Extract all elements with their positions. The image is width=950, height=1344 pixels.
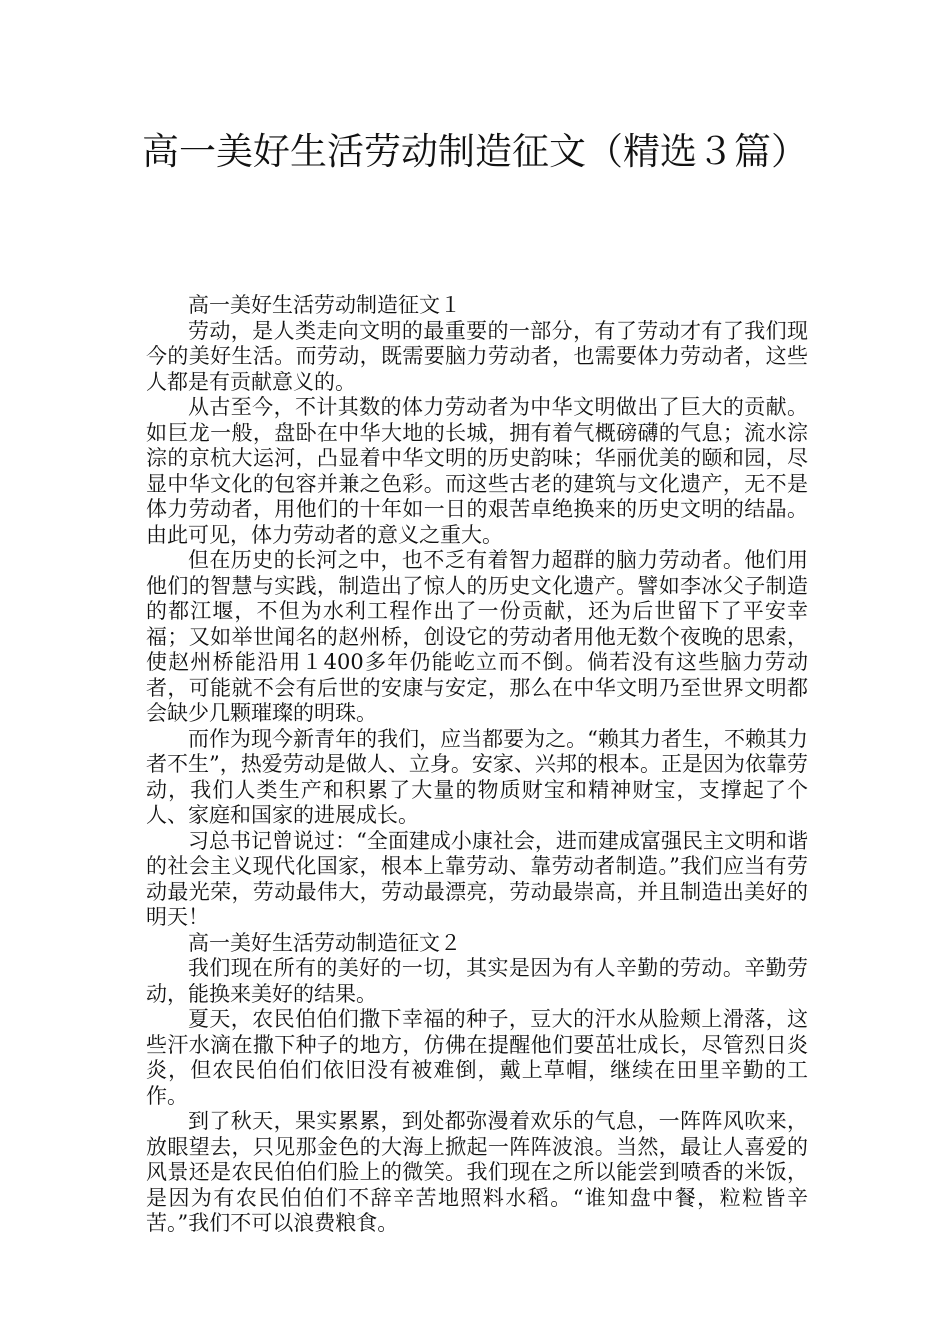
- paragraph: 夏天，农民伯伯们撒下幸福的种子，豆大的汗水从脸颊上滑落，这些汗水滴在撒下种子的地方，仿佛在提醒他们要茁壮成长，尽管烈日炎炎，但农民伯伯们依旧没有被难倒，戴上草帽，继续在田里辛勤的工作。: [146, 1007, 808, 1108]
- essay-heading-2: 高一美好生活劳动制造征文２: [188, 930, 461, 955]
- paragraph: 习总书记曾说过：“全面建成小康社会，进而建成富强民主文明和谐的社会主义现代化国家，根本上靠劳动、靠劳动者制造。”我们应当有劳动最光荣，劳动最伟大，劳动最漂亮，劳动最崇高，并且制造出美好的明天！: [146, 828, 808, 929]
- paragraph: 到了秋天，果实累累，到处都弥漫着欢乐的气息，一阵阵风吹来，放眼望去，只见那金色的大海上掀起一阵阵波浪。当然，最让人喜爱的风景还是农民伯伯们脸上的微笑。我们现在之所以能尝到喷香的米饭，是因为有农民伯伯们不辞辛苦地照料水稻。“谁知盘中餐，粒粒皆辛苦。”我们不可以浪费粮食。: [146, 1109, 808, 1235]
- paragraph: 从古至今，不计其数的体力劳动者为中华文明做出了巨大的贡献。如巨龙一般，盘卧在中华大地的长城，拥有着气概磅礴的气息；流水淙淙的京杭大运河，凸显着中华文明的历史韵味；华丽优美的颐和园，尽显中华文化的包容并兼之色彩。而这些古老的建筑与文化遗产，无不是体力劳动者，用他们的十年如一日的艰苦卓绝换来的历史文明的结晶。由此可见，体力劳动者的意义之重大。: [146, 395, 808, 547]
- paragraph: 我们现在所有的美好的一切，其实是因为有人辛勤的劳动。辛勤劳动，能换来美好的结果。: [146, 956, 808, 1006]
- document-title: 高一美好生活劳动制造征文（精选３篇）: [142, 130, 808, 173]
- paragraph: 但在历史的长河之中，也不乏有着智力超群的脑力劳动者。他们用他们的智慧与实践，制造出了惊人的历史文化遗产。譬如李冰父子制造的都江堰，不但为水利工程作出了一份贡献，还为后世留下了平安幸福；又如举世闻名的赵州桥，创设它的劳动者用他无数个夜晚的思索，使赵州桥能沿用１400多年仍能屹立而不倒。倘若没有这些脑力劳动者，可能就不会有后世的安康与安定，那么在中华文明乃至世界文明都会缺少几颗璀璨的明珠。: [146, 548, 808, 725]
- paragraph: 而作为现今新青年的我们，应当都要为之。“赖其力者生，不赖其力者不生”，热爱劳动是做人、立身。安家、兴邦的根本。正是因为依靠劳动，我们人类生产和积累了大量的物质财宝和精神财宝，支撑起了个人、家庭和国家的进展成长。: [146, 726, 808, 827]
- paragraph: 劳动，是人类走向文明的最重要的一部分，有了劳动才有了我们现今的美好生活。而劳动，既需要脑力劳动者，也需要体力劳动者，这些人都是有贡献意义的。: [146, 318, 808, 394]
- document-body: [146, 293, 808, 1237]
- essay-heading-1: 高一美好生活劳动制造征文１: [188, 293, 461, 317]
